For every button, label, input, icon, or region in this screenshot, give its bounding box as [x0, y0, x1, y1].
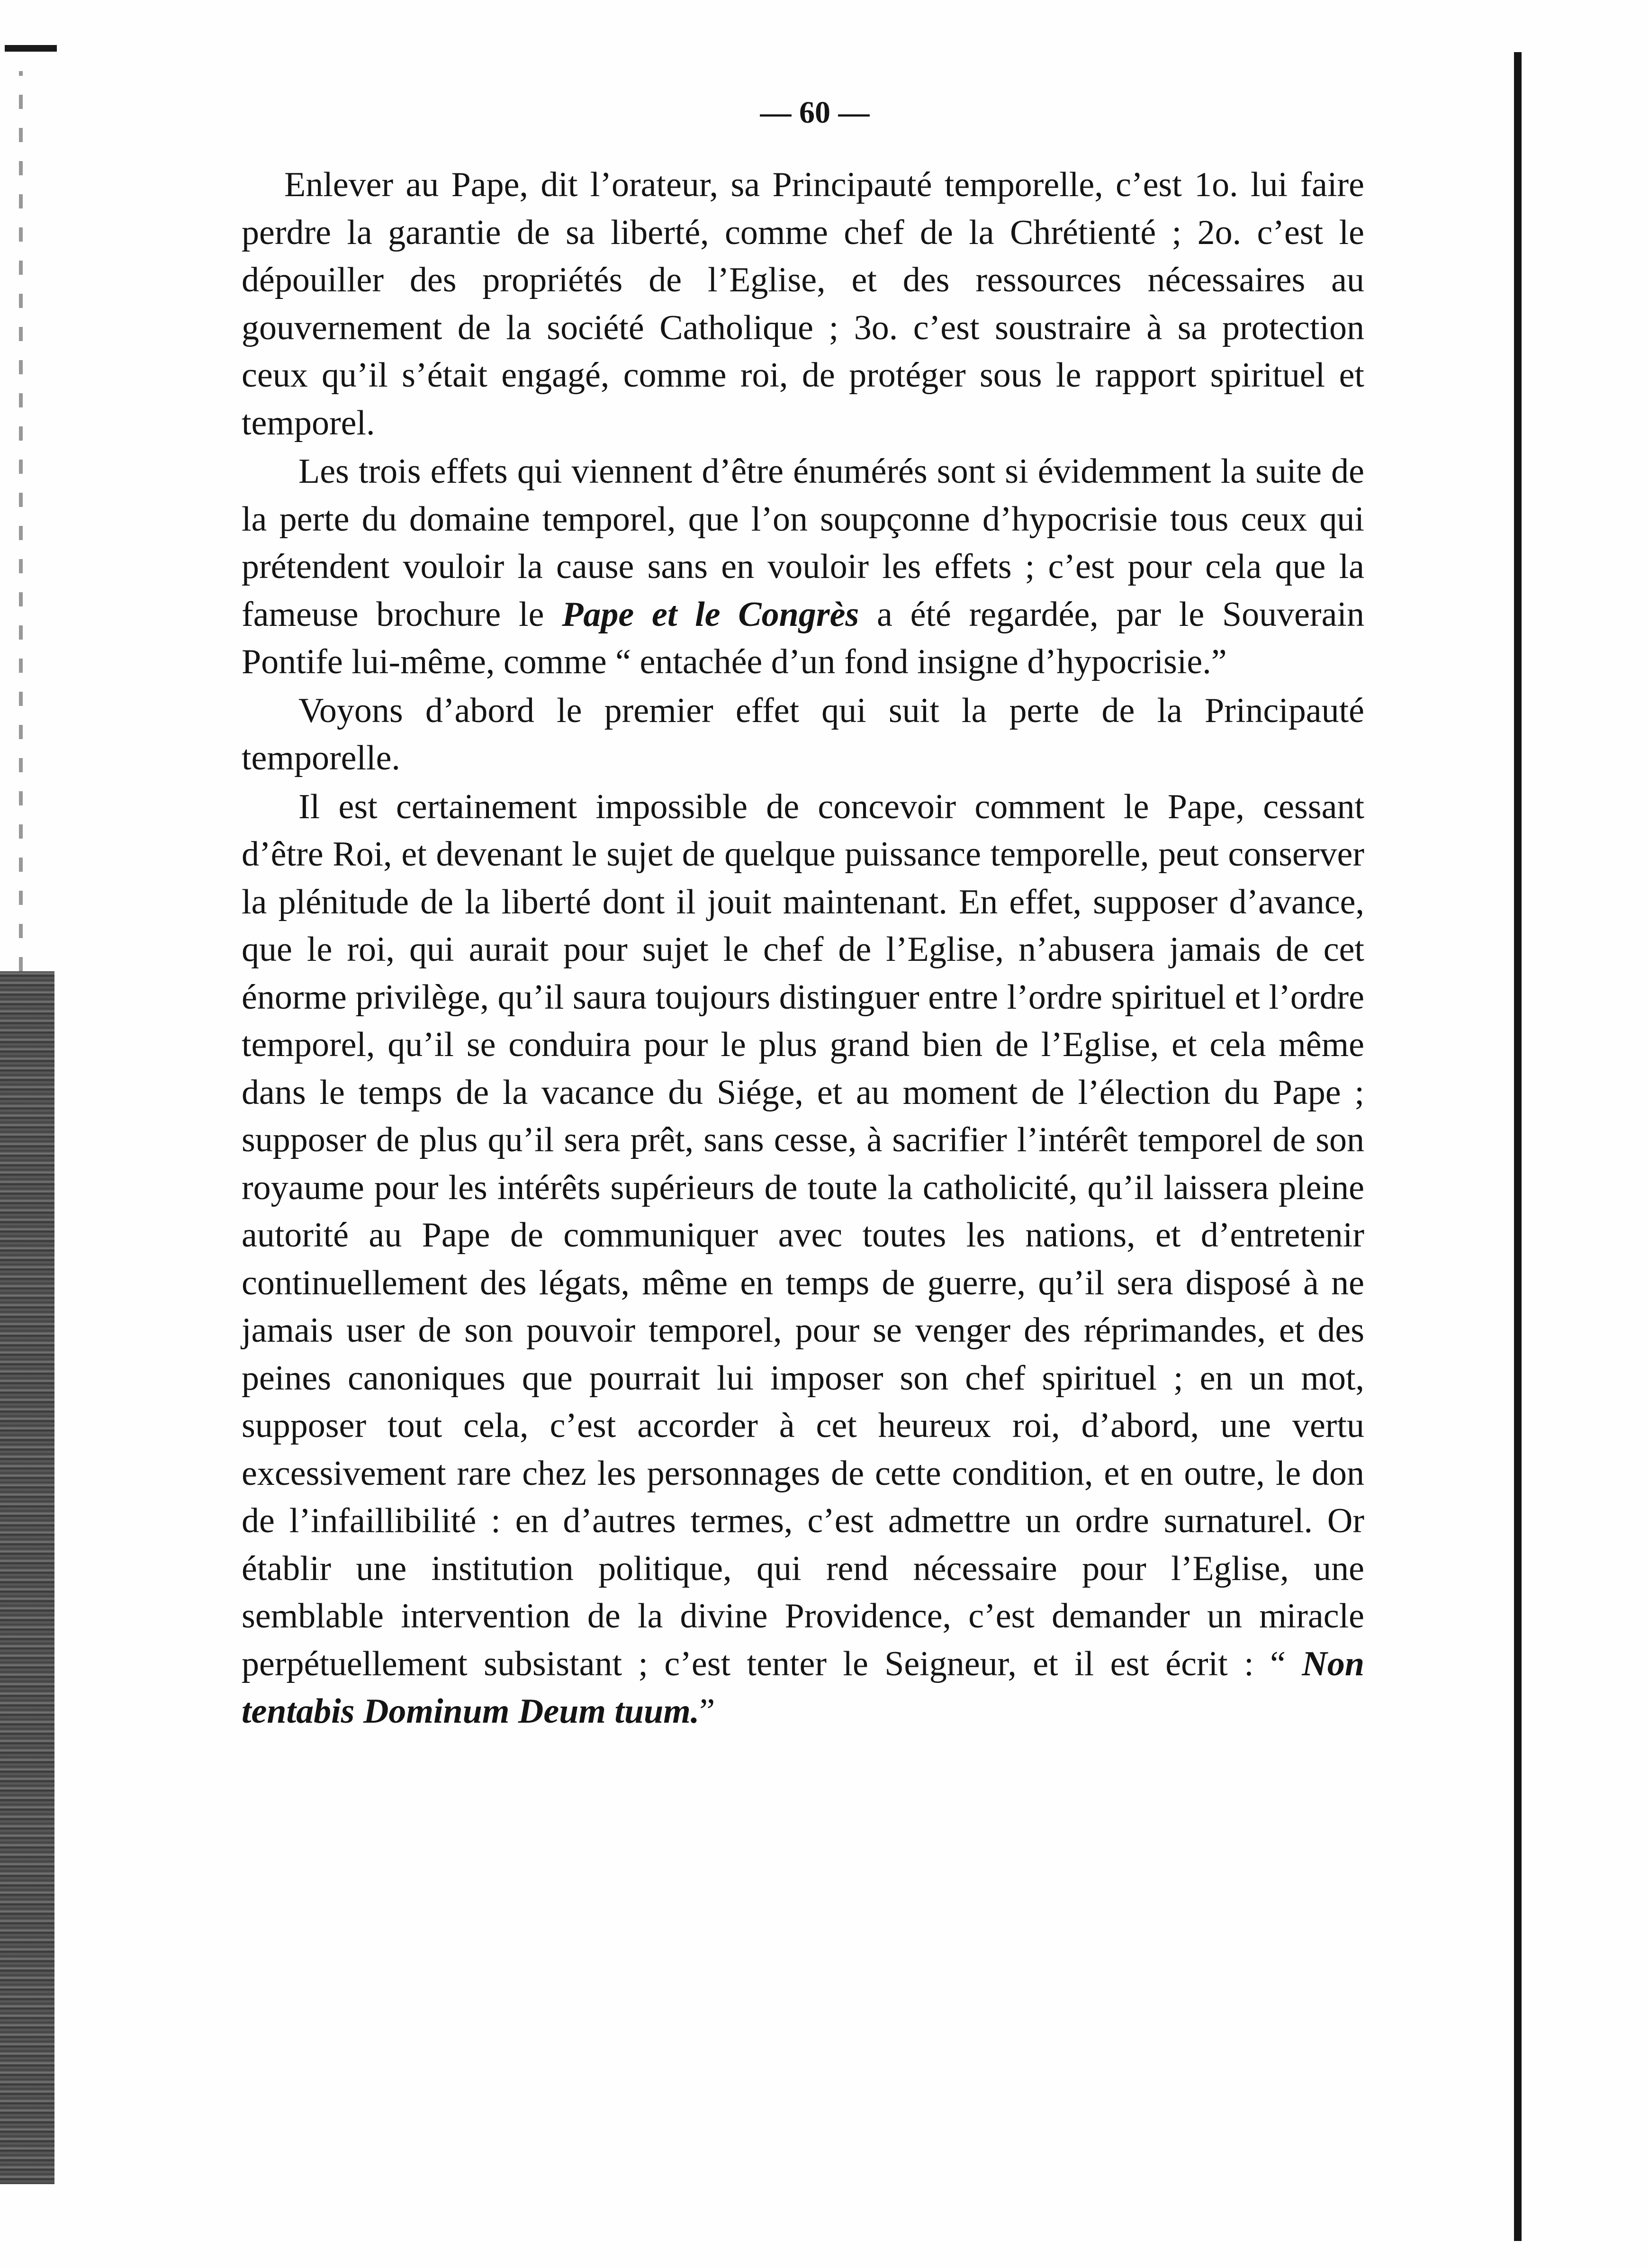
book-title: Pape et le Congrès	[562, 595, 859, 634]
page-number: — 60 —	[760, 95, 870, 130]
latin-quote: Non tentabis Dominum Deum tuum.	[242, 1644, 1364, 1731]
paragraph-1-text: Enlever au Pape, dit l’orateur, sa Principauté temporelle, c’est 1o. lui faire perdre la garantie de sa liberté, comme chef de la Chrétienté ; 2o. c’est le dépouiller des propriétés de l’Eglise, et des ressources nécessaires au gouvernement de la société Catholique ; 3o. c’est soustraire à sa protection ceux qu’il s’était engagé, comme roi, de protéger sous le rapport spirituel et temporel.	[242, 165, 1364, 443]
page-fold-line	[1514, 52, 1522, 2241]
paragraph-2-text-a: Les trois effets qui viennent d’être énumérés sont si évidemment la suite de la perte du domaine temporel, que l’on soupçonne d’hypocrisie tous ceux qui prétendent vouloir la cause sans en vouloir les effets ; c’est pour cela que la fameuse brochure le	[242, 452, 1364, 634]
paragraph-2-text-b: a été regardée, par le Souverain Pontife lui-même, comme “ entachée d’un fond insigne d’hypocrisie.”	[242, 595, 1364, 681]
binding-shadow	[0, 971, 54, 2184]
paragraph-1	[242, 161, 1364, 447]
scan-corner-mark	[5, 45, 57, 52]
closing-quote: ”	[699, 1692, 715, 1731]
paragraph-4-text: Il est certainement impossible de concevoir comment le Pape, cessant d’être Roi, et devenant le sujet de quelque puissance temporelle, peut conserver la plénitude de la liberté dont il jouit maintenant. En effet, supposer d’avance, que le roi, qui aurait pour sujet le chef de l’Eglise, n’abusera jamais de cet énorme privilège, qu’il saura toujours distinguer entre l’ordre spirituel et l’ordre temporel, qu’il se conduira pour le plus grand bien de l’Eglise, et cela même dans le temps de la vacance du Siége, et au moment de l’élection du Pape ; supposer de plus qu’il sera prêt, sans cesse, à sacrifier l’intérêt temporel de son royaume pour les intérêts supérieurs de toute la catholicité, qu’il laissera pleine autorité au Pape de communiquer avec toutes les nations, et d’entretenir continuellement des légats, même en temps de guerre, qu’il sera disposé à ne jamais user de son pouvoir temporel, pour se venger des réprimandes, et des peines canoniques que pourrait lui imposer son chef spirituel ; en un mot, supposer tout cela, c’est accorder à cet heureux roi, d’abord, une vertu excessivement rare chez les personnages de cette condition, et en outre, le don de l’infaillibilité : en d’autres termes, c’est admettre un ordre surnaturel. Or établir une institution politique, qui rend nécessaire pour l’Eglise, une semblable intervention de la divine Providence, c’est demander un miracle perpétuellement subsistant ; c’est tenter le Seigneur, et il est écrit : “	[242, 787, 1364, 1683]
paragraph-2	[242, 448, 1364, 686]
paragraph-4	[242, 783, 1364, 1735]
body-text	[242, 161, 1364, 1736]
binding-edge-artifact	[19, 71, 23, 971]
paragraph-3-text: Voyons d’abord le premier effet qui suit la perte de la Principauté temporelle.	[242, 691, 1364, 777]
paragraph-3	[242, 687, 1364, 782]
